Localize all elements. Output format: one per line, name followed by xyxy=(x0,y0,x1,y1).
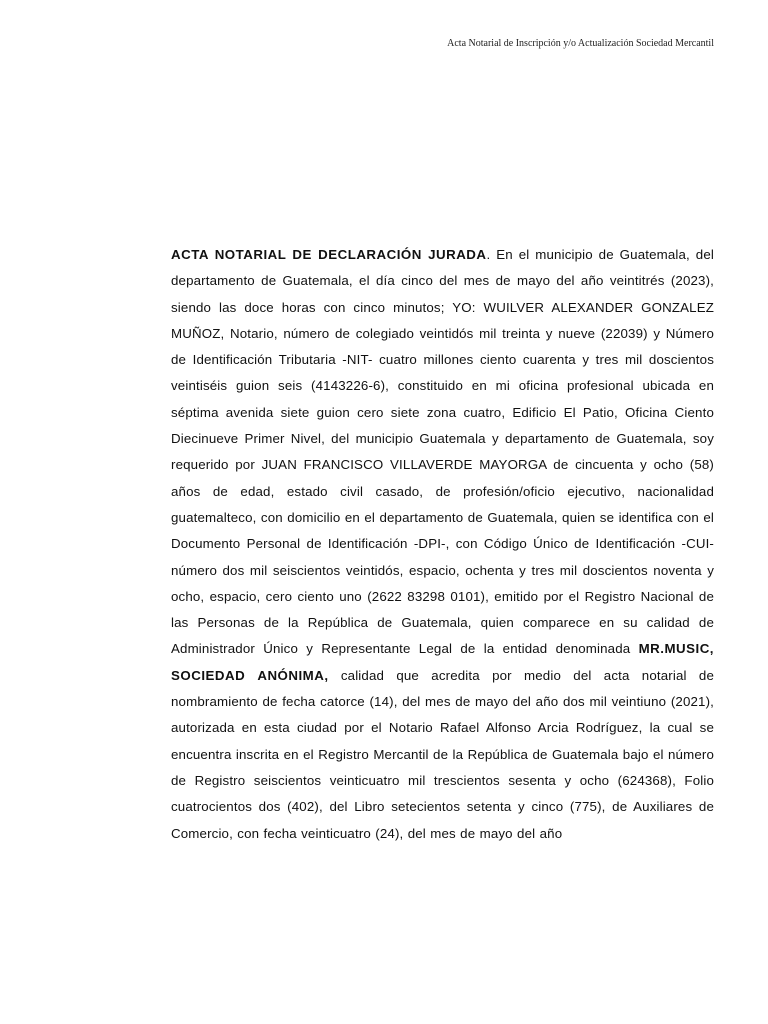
document-heading: ACTA NOTARIAL DE DECLARACIÓN JURADA xyxy=(171,247,487,262)
page-header: Acta Notarial de Inscripción y/o Actualización Sociedad Mercantil xyxy=(447,38,714,49)
body-text-segment-1: . En el municipio de Guatemala, del departamento de Guatemala, el día cinco del mes de mayo del año veintitrés (2023), siendo las doce horas con cinco minutos; YO: WUILVER ALEXANDER GONZALEZ MUÑOZ, Notario, número de colegiado veintidós mil treinta y nueve (22039) y Número de Identificación Tributaria -NIT- cuatro millones ciento cuarenta y tres mil doscientos veintiséis guion seis (4143226-6), constituido en mi oficina profesional ubicada en séptima avenida siete guion cero siete zona cuatro, Edificio El Patio, Oficina Ciento Diecinueve Primer Nivel, del municipio Guatemala y departamento de Guatemala, soy requerido por JUAN FRANCISCO VILLAVERDE MAYORGA de cincuenta y ocho (58) años de edad, estado civil casado, de profesión/oficio ejecutivo, nacionalidad guatemalteco, con domicilio en el departamento de Guatemala, quien se identifica con el Documento Personal de Identificación -DPI-, con Código Único de Identificación -CUI- número dos mil seiscientos veintidós, espacio, ochenta y tres mil doscientos noventa y ocho, espacio, cero ciento uno (2622 83298 0101), emitido por el Registro Nacional de las Personas de la República de Guatemala, quien comparece en su calidad de Administrador Único y Representante Legal de la entidad denominada xyxy=(171,247,714,657)
body-text-segment-2: calidad que acredita por medio del acta notarial de nombramiento de fecha catorce (14), del mes de mayo del año dos mil veintiuno (2021), autorizada en esta ciudad por el Notario Rafael Alfonso Arcia Rodríguez, la cual se encuentra inscrita en el Registro Mercantil de la República de Guatemala bajo el número de Registro seiscientos veinticuatro mil trescientos sesenta y ocho (624368), Folio cuatrocientos dos (402), del Libro setecientos setenta y cinco (775), de Auxiliares de Comercio, con fecha veinticuatro (24), del mes de mayo del año xyxy=(171,667,715,841)
company-name: MR.MUSIC, SOCIEDAD ANÓNIMA, xyxy=(171,641,714,683)
document-body xyxy=(171,242,714,847)
